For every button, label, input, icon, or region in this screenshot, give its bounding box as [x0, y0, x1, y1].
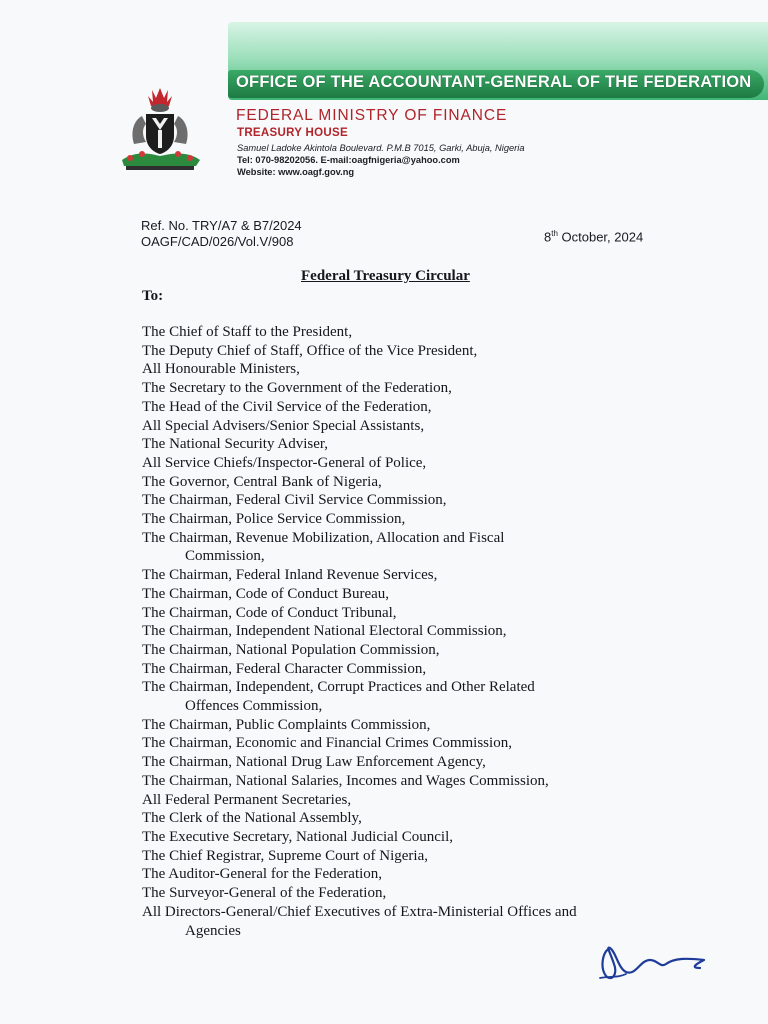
date-day: 8 [544, 229, 552, 245]
recipient-item: The Governor, Central Bank of Nigeria, [142, 473, 382, 490]
to-label: To: [142, 288, 164, 304]
recipient-item: The Chairman, Federal Civil Service Commission, [142, 492, 447, 509]
recipient-item: The Chairman, Independent National Electoral Commission, [142, 623, 507, 640]
ministry-name: FEDERAL MINISTRY OF FINANCE [236, 107, 508, 124]
postal-address: Samuel Ladoke Akintola Boulevard. P.M.B 7015, Garki, Abuja, Nigeria [237, 143, 525, 153]
recipient-item: The Chairman, Code of Conduct Bureau, [142, 585, 390, 602]
recipient-item: The Chairman, Police Service Commission, [142, 511, 406, 528]
recipient-item [142, 903, 742, 940]
recipient-item: The Chief Registrar, Supreme Court of Nigeria, [142, 847, 428, 864]
contact-details: Tel: 070-98202056. E-mail:oagfnigeria@yahoo.com [237, 155, 460, 165]
circular-title: Federal Treasury Circular [301, 268, 470, 284]
recipient-item: The Chairman, Public Complaints Commission, [142, 716, 431, 733]
recipient-item: The Chairman, National Population Commission, [142, 641, 440, 658]
recipient-line-1: All Directors-General/Chief Executives of Extra-Ministerial Offices and [142, 903, 577, 920]
recipient-item: The Secretary to the Government of the Federation, [142, 380, 452, 397]
recipient-item [142, 529, 742, 566]
recipient-item [142, 678, 742, 715]
letterhead-banner-title: OFFICE OF THE ACCOUNTANT-GENERAL OF THE FEDERATION [236, 73, 752, 91]
recipient-item: The Chairman, Code of Conduct Tribunal, [142, 604, 397, 621]
recipient-line-2: Offences Commission, [185, 698, 323, 715]
recipient-item: The Head of the Civil Service of the Federation, [142, 398, 432, 415]
recipient-item: All Honourable Ministers, [142, 361, 300, 378]
recipient-item: All Special Advisers/Senior Special Assistants, [142, 417, 425, 434]
recipient-line-1: The Chairman, Revenue Mobilization, Allocation and Fiscal [142, 529, 505, 546]
recipient-item: The Chairman, National Drug Law Enforcement Agency, [142, 754, 486, 771]
recipient-item: The Chairman, Federal Character Commission, [142, 660, 427, 677]
recipient-item: The Surveyor-General of the Federation, [142, 885, 387, 902]
coat-of-arms-icon [112, 84, 208, 176]
recipient-item: The Auditor-General for the Federation, [142, 866, 383, 883]
file-reference: OAGF/CAD/026/Vol.V/908 [141, 234, 294, 249]
recipient-item: The Clerk of the National Assembly, [142, 810, 362, 827]
letter-date [544, 229, 643, 244]
recipient-line-2: Agencies [185, 922, 241, 939]
recipient-item: The Chairman, Economic and Financial Crimes Commission, [142, 735, 512, 752]
recipient-item: The Deputy Chief of Staff, Office of the Vice President, [142, 342, 478, 359]
date-suffix: th [551, 229, 558, 238]
recipient-item: The National Security Adviser, [142, 436, 329, 453]
recipient-line-2: Commission, [185, 548, 265, 565]
recipient-item: The Executive Secretary, National Judicial Council, [142, 828, 454, 845]
recipient-line-1: The Chairman, Independent, Corrupt Practices and Other Related [142, 679, 535, 696]
treasury-house: TREASURY HOUSE [237, 127, 348, 139]
recipient-item: The Chairman, National Salaries, Incomes and Wages Commission, [142, 772, 549, 789]
date-month-year: October, 2024 [557, 229, 644, 245]
website: Website: www.oagf.gov.ng [237, 167, 355, 177]
recipient-item: The Chief of Staff to the President, [142, 324, 353, 340]
recipient-item: The Chairman, Federal Inland Revenue Services, [142, 567, 438, 584]
recipient-item: All Service Chiefs/Inspector-General of Police, [142, 454, 427, 471]
recipient-item: All Federal Permanent Secretaries, [142, 791, 352, 808]
reference-number: Ref. No. TRY/A7 & B7/2024 [141, 218, 302, 233]
signature-icon [596, 938, 710, 984]
recipient-list [142, 323, 742, 940]
